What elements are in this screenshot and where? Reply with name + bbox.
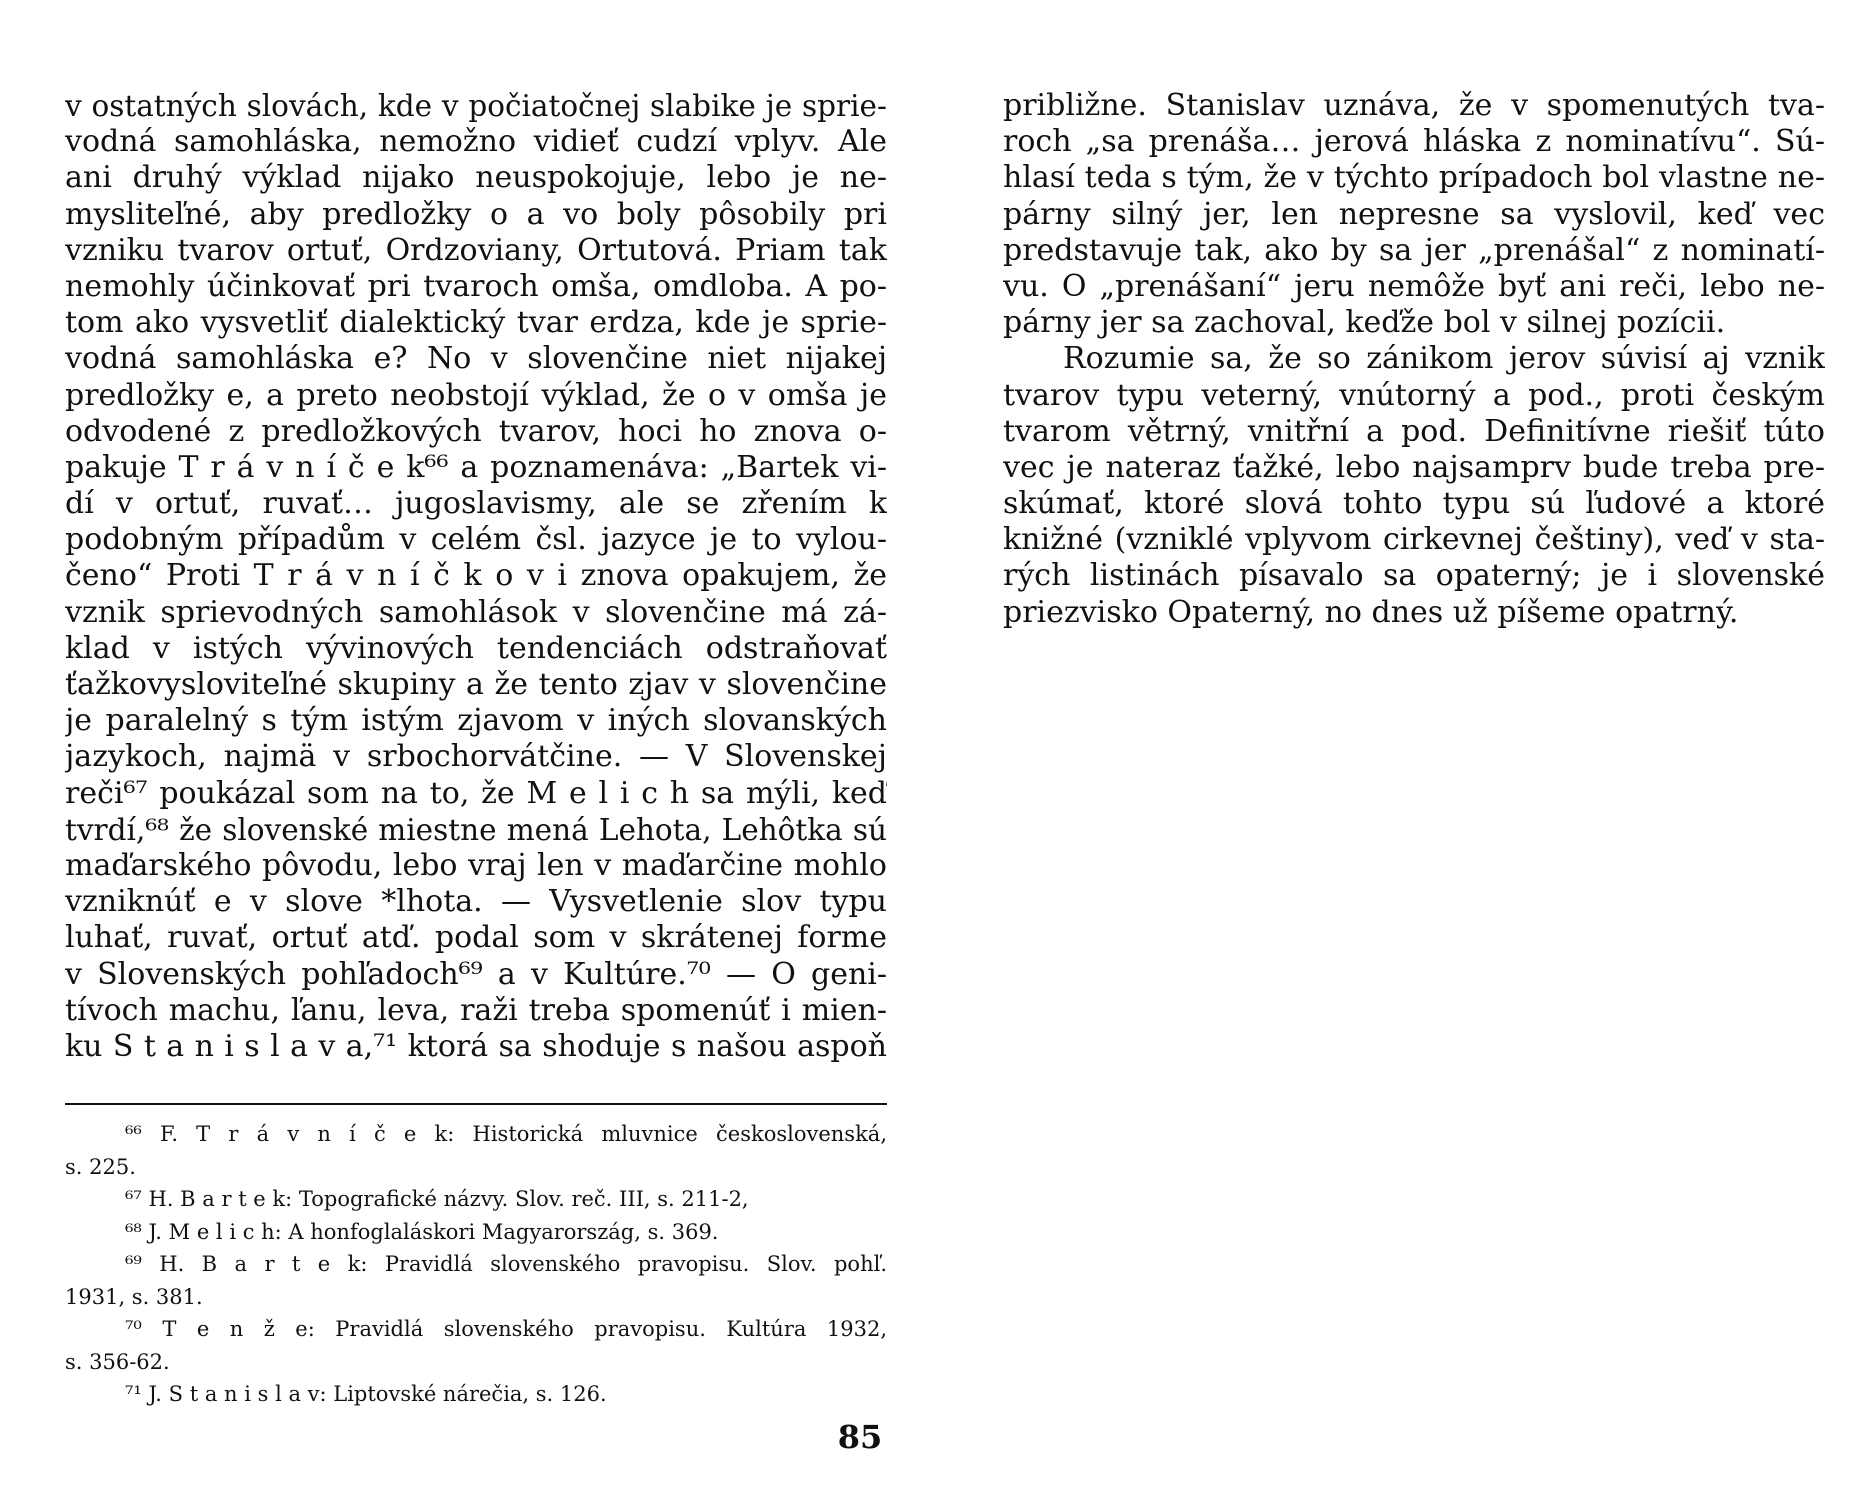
text-line: luhať, ruvať, ortuť atď. podal som v skrátenej forme xyxy=(65,920,887,956)
text-line: v ostatných slovách, kde v počiatočnej slabike je sprie- xyxy=(65,89,887,123)
text-line: tvrdí,⁶⁸ že slovenské miestne mená Lehota, Lehôtka sú xyxy=(65,812,887,847)
text-line: ťažkovysloviteľné skupiny a že tento zjav v slovenčine xyxy=(65,667,887,702)
text-line: tvarom větrný, vnitřní a pod. Definitívne riešiť túto xyxy=(1003,413,1825,449)
footnote-line: ⁶⁷ H. B a r t e k: Topografické názvy. Slov. reč. III, s. 211-2, xyxy=(125,1187,749,1211)
text-line: tom ako vysvetliť dialektický tvar erdza, kde je sprie- xyxy=(65,305,887,341)
text-line: vznik sprievodných samohlások v slovenčine má zá- xyxy=(65,594,887,630)
page-number: 85 xyxy=(837,1418,883,1456)
text-line: skúmať, ktoré slová tohto typu sú ľudové a ktoré xyxy=(1003,486,1825,522)
left-column xyxy=(65,88,887,1065)
text-line: ku S t a n i s l a v a,⁷¹ ktorá sa shoduje s našou aspoň xyxy=(65,1028,887,1064)
text-line: párny silný jer, len nepresne sa vyslovil, keď vec xyxy=(1003,196,1825,232)
text-line: párny jer sa zachoval, keďže bol v silnej pozícii. xyxy=(1003,305,1726,341)
text-line: predstavuje tak, ako by sa jer „prenášal“ z nominatí- xyxy=(1003,232,1825,268)
text-line: roch „sa prenáša… jerová hláska z nominatívu“. Sú- xyxy=(1003,124,1825,160)
text-line: vodná samohláska e? No v slovenčine niet nijakej xyxy=(65,341,887,377)
text-line: hlasí teda s tým, že v týchto prípadoch bol vlastne ne- xyxy=(1003,160,1825,196)
text-line: klad v istých vývinových tendenciách odstraňovať xyxy=(65,630,887,666)
text-line: dí v ortuť, ruvať… jugoslavismy, ale se zřením k xyxy=(65,486,887,522)
footnote-line: 1931, s. 381. xyxy=(65,1284,203,1309)
text-line: rých listinách písavalo sa opaterný; je i slovenské xyxy=(1003,558,1825,594)
text-line: vodná samohláska, nemožno vidieť cudzí vplyv. Ale xyxy=(65,124,887,160)
text-line: maďarského pôvodu, lebo vraj len v maďarčine mohlo xyxy=(65,847,887,883)
text-line: priezvisko Opaterný, no dnes už píšeme opatrný. xyxy=(1003,594,1739,630)
text-line: vzniknúť e v slove *lhota. — Vysvetlenie slov typu xyxy=(65,884,887,920)
text-line: vu. O „prenášaní“ jeru nemôže byť ani reči, lebo ne- xyxy=(1003,268,1825,304)
text-line: mysliteľné, aby predložky o a vo boly pôsobily pri xyxy=(65,196,887,232)
text-line: podobným případům v celém čsl. jazyce je to vylou- xyxy=(65,522,887,558)
footnote-line: ⁶⁶ F. T r á v n í č e k: Historická mluvnice československá, xyxy=(125,1122,887,1146)
text-line: Rozumie sa, že so zánikom jerov súvisí aj vznik xyxy=(1063,341,1825,377)
text-line: predložky e, a preto neobstojí výklad, že o v omša je xyxy=(65,377,887,413)
footnote-line: ⁷¹ J. S t a n i s l a v: Liptovské nárečia, s. 126. xyxy=(125,1382,607,1406)
text-line: približne. Stanislav uznáva, že v spomenutých tva- xyxy=(1003,88,1825,123)
footnote-divider xyxy=(65,1103,887,1105)
text-line: reči⁶⁷ poukázal som na to, že M e l i c h sa mýli, keď xyxy=(65,775,887,811)
text-line: knižné (vzniklé vplyvom cirkevnej češtiny), veď v sta- xyxy=(1003,522,1825,558)
text-line: ani druhý výklad nijako neuspokojuje, lebo je ne- xyxy=(65,160,887,196)
footnotes xyxy=(65,1118,887,1411)
text-line: čeno“ Proti T r á v n í č k o v i znova opakujem, že xyxy=(65,558,887,594)
text-line: pakuje T r á v n í č e k⁶⁶ a poznamenáva: „Bartek vi- xyxy=(65,449,887,485)
text-line: tívoch machu, ľanu, leva, raži treba spomenúť i mien- xyxy=(65,992,887,1028)
text-line: jazykoch, najmä v srbochorvátčine. — V Slovenskej xyxy=(65,739,887,775)
footnote-line: ⁷⁰ T e n ž e: Pravidlá slovenského pravopisu. Kultúra 1932, xyxy=(125,1317,887,1341)
text-line: tvarov typu veterný, vnútorný a pod., proti českým xyxy=(1003,377,1825,413)
text-line: vec je nateraz ťažké, lebo najsamprv bude treba pre- xyxy=(1003,449,1825,485)
text-line: odvodené z predložkových tvarov, hoci ho znova o- xyxy=(65,413,887,449)
footnote-line: s. 356-62. xyxy=(65,1349,170,1374)
text-line: je paralelný s tým istým zjavom v iných slovanských xyxy=(65,703,887,739)
text-line: vzniku tvarov ortuť, Ordzoviany, Ortutová. Priam tak xyxy=(65,232,887,268)
footnote-line: s. 225. xyxy=(65,1154,136,1179)
text-line: nemohly účinkovať pri tvaroch omša, omdloba. A po- xyxy=(65,268,887,304)
footnote-line: ⁶⁸ J. M e l i c h: A honfoglaláskori Magyarország, s. 369. xyxy=(125,1219,719,1244)
footnote-line: ⁶⁹ H. B a r t e k: Pravidlá slovenského pravopisu. Slov. pohľ. xyxy=(125,1252,887,1276)
text-line: v Slovenských pohľadoch⁶⁹ a v Kultúre.⁷⁰ — O geni- xyxy=(65,956,887,992)
right-column xyxy=(1003,88,1825,631)
